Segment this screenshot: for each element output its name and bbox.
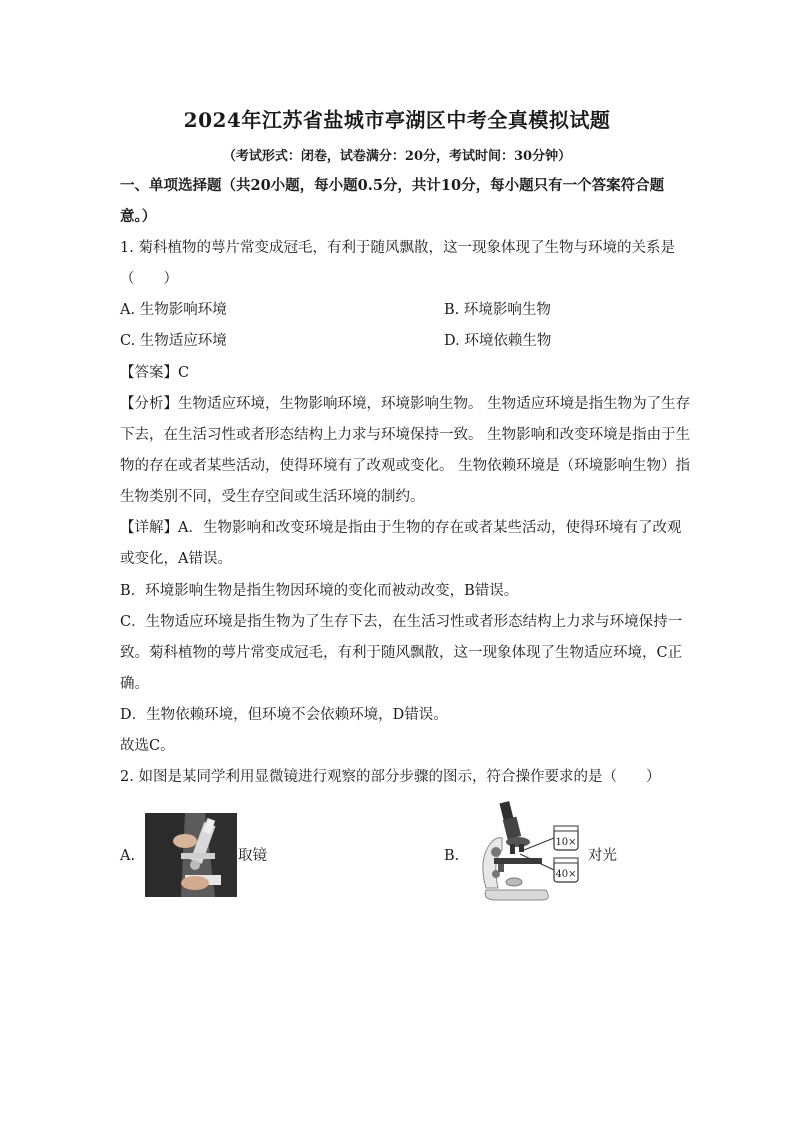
q1-option-d: D. 环境依赖生物 <box>444 333 552 349</box>
q1-stem-line-2: （ ） <box>120 271 178 287</box>
q1-detail-line: 【详解】A．生物影响和改变环境是指由于生物的存在或者某些活动，使得环境有了改观 <box>120 520 682 536</box>
q1-analysis-line: 物的存在或者某些活动，使得环境有了改观或变化。 生物依赖环境是（环境影响生物）指 <box>120 458 691 474</box>
q1-option-b: B. 环境影响生物 <box>444 302 551 318</box>
q1-stem-line-1: 1. 菊科植物的萼片常变成冠毛，有利于随风飘散，这一现象体现了生物与环境的关系是 <box>120 240 675 256</box>
q1-detail-line: 或变化，A错误。 <box>120 551 232 567</box>
q2-option-b-caption: 对光 <box>588 848 617 864</box>
q2-option-b-letter: B. <box>444 848 460 864</box>
section-heading-line-1: 一、单项选择题（共20小题，每小题0.5分，共计10分，每小题只有一个答案符合题 <box>120 177 665 194</box>
page-title: 2024年江苏省盐城市亭湖区中考全真模拟试题 <box>183 108 611 132</box>
section-heading-line-2: 意。） <box>120 208 157 225</box>
q1-detail-line: C．生物适应环境是指生物为了生存下去，在生活习性或者形态结构上力求与环境保持一 <box>120 614 683 630</box>
q1-option-a: A. 生物影响环境 <box>120 302 227 318</box>
q2-option-a-image <box>145 813 237 897</box>
microscope-photo-icon <box>145 813 237 897</box>
q1-analysis-line: 【分析】生物适应环境，生物影响环境，环境影响生物。 生物适应环境是指生物为了生存 <box>120 396 691 412</box>
exam-info: （考试形式：闭卷，试卷满分：20分，考试时间：30分钟） <box>222 149 572 164</box>
objective-high-label: 40× <box>555 869 577 880</box>
q1-detail-line: 确。 <box>120 676 149 692</box>
q2-option-a-letter: A. <box>120 848 136 864</box>
q2-option-b-image <box>472 800 584 904</box>
q2-option-a-caption: 取镜 <box>238 848 267 864</box>
q1-detail-line: D．生物依赖环境，但环境不会依赖环境，D错误。 <box>120 707 448 723</box>
q1-answer: 【答案】C <box>120 365 190 381</box>
microscope-diagram-icon <box>472 800 584 904</box>
q1-detail-line: B．环境影响生物是指生物因环境的变化而被动改变，B错误。 <box>120 583 519 599</box>
q1-analysis-line: 下去，在生活习性或者形态结构上力求与环境保持一致。 生物影响和改变环境是指由于生 <box>120 427 691 443</box>
objective-low-label: 10× <box>555 837 577 848</box>
q2-stem: 2. 如图是某同学利用显微镜进行观察的部分步骤的图示，符合操作要求的是（ ） <box>120 769 661 785</box>
q1-option-c: C. 生物适应环境 <box>120 333 227 349</box>
q1-detail-line: 致。菊科植物的萼片常变成冠毛，有利于随风飘散，这一现象体现了生物适应环境，C正 <box>120 645 683 661</box>
q1-detail-line: 故选C。 <box>120 738 175 754</box>
q1-analysis-line: 生物类别不同，受生存空间或生活环境的制约。 <box>120 489 425 505</box>
